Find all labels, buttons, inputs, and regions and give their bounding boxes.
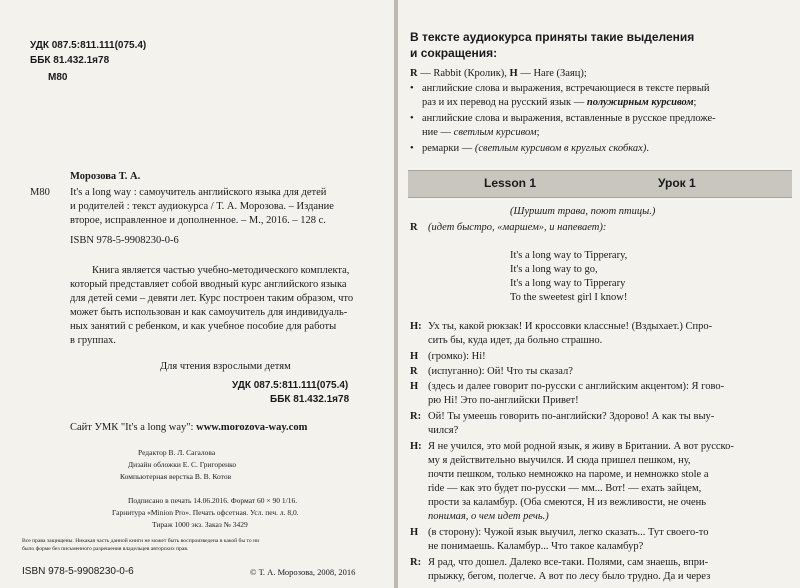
dialogue-speaker: H	[410, 351, 419, 362]
dialogue-speaker: R	[410, 366, 418, 377]
biblio-line-3: второе, исправленное и дополненное. – М., 2016. – 128 с.	[70, 215, 326, 226]
dialogue-line: сить бы, куда идет, да больно страшно.	[428, 335, 603, 346]
dialogue-speaker: H:	[410, 441, 422, 452]
lesson-header-band	[408, 170, 792, 198]
bullet-3-line-1: ремарки — (светлым курсивом в круглых скобках).	[422, 143, 649, 154]
r1-remark: (идет быстро, «маршем», и напевает):	[428, 222, 607, 233]
site-url[interactable]: www.morozova-way.com	[196, 422, 308, 433]
bbk-bottom: ББК 81.432.1я78	[270, 394, 350, 405]
abbrev-h-text: — Hare (Заяц);	[517, 68, 587, 79]
dialogue-speaker: R:	[410, 411, 422, 422]
dialogue-line: Ух ты, какой рюкзак! И кроссовки классные! (Вздыхает.) Спро-	[428, 321, 713, 332]
bullet-dot: •	[410, 83, 414, 94]
rights-line-1: Все права защищены. Никакая часть данной книги не может быть воспроизведена в какой бы то ни	[22, 538, 260, 544]
site-line	[70, 422, 307, 433]
dialogue-line: Ой! Ты умеешь говорить по-английски? Здорово! А как ты выу-	[428, 411, 715, 422]
dialogue-line: почти пешком, только немножко на пароме, и немножко stole a	[428, 469, 709, 480]
lesson-title-en: Lesson 1	[484, 176, 537, 190]
dialogue-line: (испуганно): Ой! Что ты сказал?	[428, 366, 573, 377]
dialogue-speaker: R:	[410, 557, 422, 568]
dialogue-line: прыжку, бегом, полегче. А вот по лесу было трудно. Да и через	[428, 571, 711, 582]
isbn: ISBN 978-5-9908230-0-6	[70, 235, 179, 246]
rights-line-2: было форме без письменного разрешения владельцев авторских прав.	[22, 546, 189, 552]
credit-editor: Редактор В. Л. Сагалова	[138, 448, 216, 457]
heading-line-1: В тексте аудиокурса приняты такие выделения	[410, 30, 695, 44]
dialogue-line: не понимаешь. Каламбур... Что такое каламбур?	[428, 541, 644, 552]
print-line-2: Гарнитура «Minion Pro». Печать офсетная. Усл. печ. л. 8,0.	[112, 508, 299, 517]
site-prefix: Сайт УМК "It's a long way":	[70, 422, 197, 433]
audience: Для чтения взрослыми детям	[160, 361, 291, 372]
annotation-line-2: который представляет собой вводный курс английского языка	[70, 279, 347, 290]
dialogue-line: му я действительно выучился. И сюда пришел пешком, ну,	[428, 455, 691, 466]
song-line-3: It's a long way to Tipperary	[510, 278, 626, 289]
abbrev-line	[410, 68, 587, 79]
credit-layout: Компьютерная верстка В. В. Котов	[120, 472, 232, 481]
dialogue-speaker: H	[410, 381, 419, 392]
dialogue-line: прости за каламбур. (Оба смеются, H из вежливости, не очень	[428, 497, 707, 508]
bullet-2-line-1: английские слова и выражения, вставленные в русское предложе-	[422, 113, 716, 124]
dialogue-line: (здесь и далее говорит по-русски с английским акцентом): Я гово-	[428, 381, 725, 392]
dialogue-line: рю Hi! Это по-английски Привет!	[428, 395, 579, 406]
lesson-title-ru: Урок 1	[658, 176, 696, 190]
dialogue-speaker: H:	[410, 321, 422, 332]
annotation-line-3: для детей семи – девяти лет. Курс построен таким образом, что	[70, 293, 354, 304]
dialogue-line: (в сторону): Чужой язык выучил, легко сказать... Тут своего-то	[428, 527, 709, 538]
code-m80: М80	[48, 72, 68, 83]
abbrev-r: R	[410, 68, 418, 79]
margin-m80: М80	[30, 187, 50, 198]
right-page	[398, 0, 800, 588]
author: Морозова Т. А.	[70, 171, 141, 182]
abbrev-h: H	[509, 68, 518, 79]
print-line-3: Тираж 1000 экз. Заказ № 3429	[152, 520, 248, 529]
annotation-line-1: Книга является частью учебно-методического комплекта,	[92, 265, 350, 276]
biblio-line-1: It's a long way : самоучитель английского языка для детей	[70, 187, 327, 198]
heading-line-2: и сокращения:	[410, 46, 498, 60]
dialogue-speaker: H	[410, 527, 419, 538]
song-line-2: It's a long way to go,	[510, 264, 598, 275]
dialogue-line: понимая, о чем идет речь.)	[428, 511, 549, 522]
abbrev-r-text: — Rabbit (Кролик),	[417, 68, 510, 79]
isbn-bottom: ISBN 978-5-9908230-0-6	[22, 566, 134, 577]
annotation-line-5: ных занятий с ребенком, и как учебное пособие для работы	[70, 321, 337, 332]
dialogue-line: ride — как это будет по-русски — мм... Вот! — ехать зайцем,	[428, 483, 702, 494]
copyright: © Т. А. Морозова, 2008, 2016	[250, 567, 356, 577]
credit-cover: Дизайн обложки Е. С. Григоренко	[128, 460, 237, 469]
dialogue-line: Я рад, что дошел. Далеко все-таки. Полями, сам знаешь, впри-	[428, 557, 709, 568]
r1-speaker: R	[410, 222, 418, 233]
dialogue-line: чился?	[428, 425, 459, 436]
print-line-1: Подписано в печать 14.06.2016. Формат 60 × 90 1/16.	[128, 496, 298, 505]
bullet-1-line-1: английские слова и выражения, встречающиеся в тексте первый	[422, 83, 710, 94]
dialogue-line: (громко): Hi!	[428, 351, 486, 362]
biblio-line-2: и родителей : текст аудиокурса / Т. А. Морозова. – Издание	[70, 201, 334, 212]
annotation-line-4: может быть использован и как самоучитель для индивидуаль-	[70, 307, 348, 318]
udk-bottom: УДК 087.5:811.111(075.4)	[232, 380, 349, 391]
stage-direction: (Шуршит трава, поют птицы.)	[510, 206, 656, 217]
bbk-top: ББК 81.432.1я78	[30, 55, 110, 66]
song-line-1: It's a long way to Tipperary,	[510, 250, 628, 261]
udk-top: УДК 087.5:811.111(075.4)	[30, 40, 147, 51]
bullet-2-line-2: ние — светлым курсивом;	[422, 127, 540, 138]
bullet-dot: •	[410, 113, 414, 124]
bullet-dot: •	[410, 143, 414, 154]
dialogue-line: Я не учился, это мой родной язык, я живу в Британии. А вот русско-	[428, 441, 734, 452]
song-line-4: To the sweetest girl I know!	[510, 292, 628, 303]
bullet-1-line-2: раз и их перевод на русский язык — полужирным курсивом;	[422, 97, 697, 108]
left-page	[0, 0, 394, 588]
annotation-line-6: в группах.	[70, 335, 117, 346]
